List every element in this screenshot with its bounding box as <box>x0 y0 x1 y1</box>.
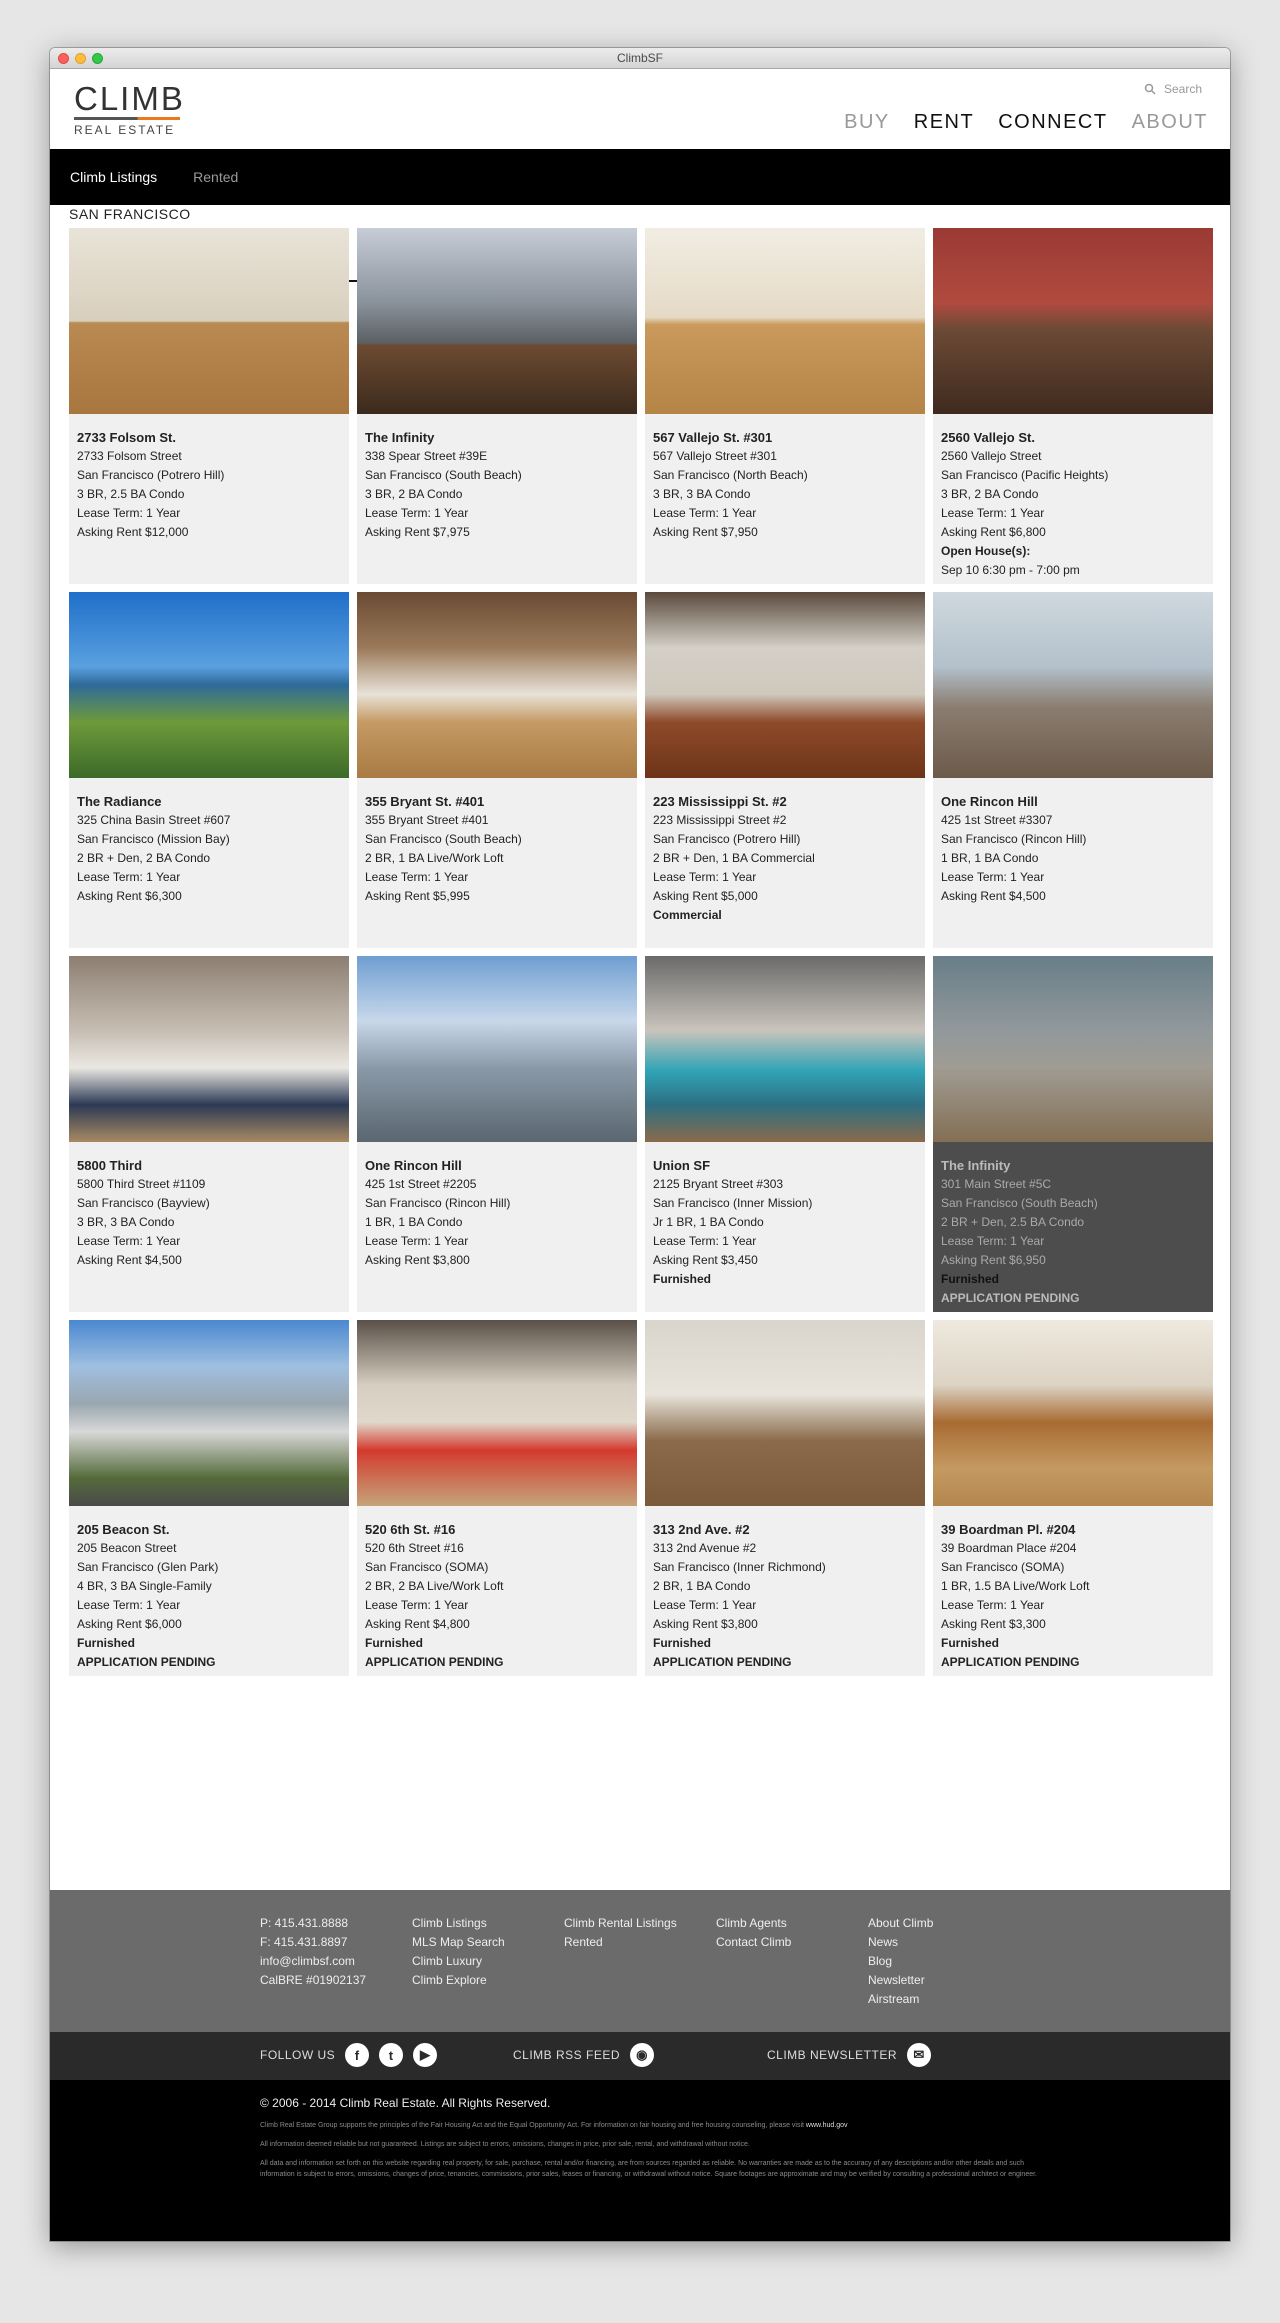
listing-lease: Lease Term: 1 Year <box>941 506 1045 520</box>
listing-card[interactable] <box>69 1320 349 1676</box>
tab-climb-listings[interactable]: Climb Listings <box>70 169 158 185</box>
listing-status: APPLICATION PENDING <box>941 1655 1080 1669</box>
newsletter-label[interactable]: CLIMB NEWSLETTER <box>767 2048 898 2062</box>
listing-name[interactable]: 355 Bryant St. #401 <box>365 794 485 809</box>
listing-photo[interactable] <box>357 228 637 414</box>
footer-col-about <box>868 1914 933 2009</box>
footer-links <box>50 1890 1230 2032</box>
listing-type: 4 BR, 3 BA Single-Family <box>77 1579 212 1593</box>
listing-rent: Asking Rent $12,000 <box>77 525 189 539</box>
listing-area: San Francisco (Inner Richmond) <box>653 1560 826 1574</box>
listing-area: San Francisco (North Beach) <box>653 468 808 482</box>
listing-name[interactable]: One Rincon Hill <box>941 794 1038 809</box>
listing-area: San Francisco (Potrero Hill) <box>653 832 801 846</box>
listing-street: 2560 Vallejo Street <box>941 449 1042 463</box>
rss-group <box>513 2043 654 2067</box>
listing-lease: Lease Term: 1 Year <box>365 506 469 520</box>
listing-lease: Lease Term: 1 Year <box>941 1234 1045 1248</box>
listing-street: 223 Mississippi Street #2 <box>653 813 787 827</box>
listing-rent: Asking Rent $3,800 <box>653 1617 758 1631</box>
listing-photo[interactable] <box>69 956 349 1142</box>
footer-phone: P: 415.431.8888 <box>260 1916 349 1930</box>
listing-status: Sep 10 6:30 pm - 7:00 pm <box>941 563 1080 577</box>
footer-link[interactable]: About Climb <box>868 1916 934 1930</box>
facebook-icon[interactable]: f <box>345 2043 369 2067</box>
listing-type: 3 BR, 3 BA Condo <box>653 487 751 501</box>
listing-street: 2733 Folsom Street <box>77 449 182 463</box>
listing-type: 1 BR, 1 BA Condo <box>365 1215 463 1229</box>
site-header <box>50 69 1230 149</box>
listing-rent: Asking Rent $5,995 <box>365 889 470 903</box>
listing-area: San Francisco (South Beach) <box>365 832 522 846</box>
sub-nav <box>50 149 1230 205</box>
listing-card[interactable] <box>645 1320 925 1676</box>
listing-photo[interactable] <box>69 228 349 414</box>
listing-photo[interactable] <box>933 956 1213 1142</box>
listing-lease: Lease Term: 1 Year <box>365 1598 469 1612</box>
listing-name[interactable]: The Infinity <box>365 430 435 445</box>
listing-name[interactable]: The Radiance <box>77 794 162 809</box>
listing-street: 425 1st Street #2205 <box>365 1177 477 1191</box>
listing-photo[interactable] <box>357 956 637 1142</box>
close-window-button[interactable] <box>58 53 69 64</box>
listing-card[interactable] <box>933 592 1213 948</box>
listing-tag: Furnished <box>365 1636 424 1650</box>
listing-street: 325 China Basin Street #607 <box>77 813 231 827</box>
listing-rent: Asking Rent $6,000 <box>77 1617 182 1631</box>
listing-street: 5800 Third Street #1109 <box>77 1177 206 1191</box>
footer-link[interactable]: Airstream <box>868 1992 920 2006</box>
follow-label: FOLLOW US <box>260 2048 336 2062</box>
listing-name[interactable]: 223 Mississippi St. #2 <box>653 794 787 809</box>
footer-license: CalBRE #01902137 <box>260 1973 367 1987</box>
listing-lease: Lease Term: 1 Year <box>77 870 181 884</box>
listing-rent: Asking Rent $4,500 <box>941 889 1046 903</box>
newsletter-group <box>767 2043 931 2067</box>
listing-name[interactable]: One Rincon Hill <box>365 1158 462 1173</box>
legal-section <box>50 2080 1230 2241</box>
follow-group <box>260 2043 437 2067</box>
listing-area: San Francisco (Inner Mission) <box>653 1196 813 1210</box>
footer-link[interactable]: News <box>868 1935 899 1949</box>
listing-card[interactable] <box>69 592 349 948</box>
listing-photo[interactable] <box>933 1320 1213 1506</box>
listing-photo[interactable] <box>69 1320 349 1506</box>
search-placeholder[interactable]: Search <box>1163 82 1202 96</box>
listing-area: San Francisco (Rincon Hill) <box>365 1196 511 1210</box>
section-title: SAN FRANCISCO <box>69 206 191 222</box>
footer-col-rentals <box>564 1914 677 1952</box>
listing-type: 2 BR, 1 BA Condo <box>653 1579 751 1593</box>
listing-card[interactable] <box>933 228 1213 584</box>
rss-label[interactable]: CLIMB RSS FEED <box>513 2048 621 2062</box>
listing-street: 355 Bryant Street #401 <box>365 813 489 827</box>
listing-type: 2 BR + Den, 2.5 BA Condo <box>941 1215 1085 1229</box>
listing-photo[interactable] <box>645 1320 925 1506</box>
footer-link[interactable]: Climb Luxury <box>412 1954 483 1968</box>
search-icon <box>1144 83 1156 95</box>
listing-card[interactable] <box>357 228 637 584</box>
nav-rent[interactable]: RENT <box>913 111 975 133</box>
listing-photo[interactable] <box>357 592 637 778</box>
listing-photo[interactable] <box>69 592 349 778</box>
listing-lease: Lease Term: 1 Year <box>653 506 757 520</box>
listing-tag: Furnished <box>653 1636 712 1650</box>
listing-type: 3 BR, 3 BA Condo <box>77 1215 175 1229</box>
listing-tag: Open House(s): <box>941 544 1031 558</box>
footer-link[interactable]: Blog <box>868 1954 893 1968</box>
listing-rent: Asking Rent $4,500 <box>77 1253 182 1267</box>
listing-street: 205 Beacon Street <box>77 1541 177 1555</box>
browser-window <box>50 48 1230 2241</box>
listing-lease: Lease Term: 1 Year <box>653 1234 757 1248</box>
nav-about[interactable]: ABOUT <box>1131 111 1208 133</box>
listing-photo[interactable] <box>645 956 925 1142</box>
listing-type: 3 BR, 2 BA Condo <box>941 487 1039 501</box>
listing-rent: Asking Rent $3,800 <box>365 1253 470 1267</box>
listing-area: San Francisco (Glen Park) <box>77 1560 219 1574</box>
listing-tag: Commercial <box>653 908 722 922</box>
listing-street: 301 Main Street #5C <box>941 1177 1052 1191</box>
social-bar <box>50 2032 1230 2080</box>
listing-lease: Lease Term: 1 Year <box>77 1234 181 1248</box>
listing-rent: Asking Rent $3,300 <box>941 1617 1046 1631</box>
listing-type: Jr 1 BR, 1 BA Condo <box>653 1215 764 1229</box>
listing-street: 338 Spear Street #39E <box>365 449 488 463</box>
footer-link[interactable]: Climb Explore <box>412 1973 487 1987</box>
copyright: © 2006 - 2014 Climb Real Estate. All Rights Reserved. <box>260 2096 551 2110</box>
listing-name[interactable]: 2560 Vallejo St. <box>941 430 1035 445</box>
logo-bar <box>74 117 180 120</box>
listing-lease: Lease Term: 1 Year <box>77 506 181 520</box>
listing-name[interactable]: The Infinity <box>941 1158 1011 1173</box>
listing-street: 520 6th Street #16 <box>365 1541 464 1555</box>
tab-rented[interactable]: Rented <box>193 169 239 185</box>
listing-name[interactable]: 205 Beacon St. <box>77 1522 170 1537</box>
listing-lease: Lease Term: 1 Year <box>941 870 1045 884</box>
listing-card[interactable] <box>357 1320 637 1676</box>
listing-photo[interactable] <box>933 228 1213 414</box>
listing-lease: Lease Term: 1 Year <box>653 870 757 884</box>
listing-card[interactable] <box>645 592 925 948</box>
listing-status: APPLICATION PENDING <box>77 1655 216 1669</box>
minimize-window-button[interactable] <box>75 53 86 64</box>
envelope-icon[interactable]: ✉ <box>907 2043 931 2067</box>
window-titlebar <box>50 48 1230 69</box>
listing-status: APPLICATION PENDING <box>653 1655 792 1669</box>
listing-area: San Francisco (Pacific Heights) <box>941 468 1109 482</box>
footer-link[interactable]: Climb Agents <box>716 1916 787 1930</box>
listing-street: 313 2nd Avenue #2 <box>653 1541 757 1555</box>
listing-type: 2 BR, 1 BA Live/Work Loft <box>365 851 504 865</box>
listing-rent: Asking Rent $7,950 <box>653 525 758 539</box>
listing-lease: Lease Term: 1 Year <box>365 870 469 884</box>
youtube-icon[interactable]: ▶ <box>413 2043 437 2067</box>
listing-status: APPLICATION PENDING <box>365 1655 504 1669</box>
footer-link[interactable]: Climb Rental Listings <box>564 1916 677 1930</box>
listing-rent: Asking Rent $7,975 <box>365 525 470 539</box>
legal-disclaimer: All information deemed reliable but not guaranteed. Listings are subject to errors, omissions, changes in price, prior sale, rental, and withdrawal without notice. <box>260 2141 750 2148</box>
listing-photo[interactable] <box>933 592 1213 778</box>
hud-link[interactable]: www.hud.gov <box>805 2122 848 2129</box>
listing-name[interactable]: 2733 Folsom St. <box>77 430 176 445</box>
listing-card[interactable] <box>69 228 349 584</box>
listing-type: 2 BR, 2 BA Live/Work Loft <box>365 1579 504 1593</box>
listing-type: 2 BR + Den, 2 BA Condo <box>77 851 211 865</box>
footer-fax: F: 415.431.8897 <box>260 1935 348 1949</box>
footer-link[interactable]: Contact Climb <box>716 1935 792 1949</box>
listing-lease: Lease Term: 1 Year <box>941 1598 1045 1612</box>
listing-name[interactable]: Union SF <box>653 1158 711 1173</box>
listing-area: San Francisco (SOMA) <box>365 1560 489 1574</box>
listing-grid <box>69 228 1211 1676</box>
listing-name[interactable]: 5800 Third <box>77 1158 143 1173</box>
footer-contact <box>260 1914 366 1990</box>
window-title: ClimbSF <box>616 51 663 65</box>
listing-area: San Francisco (South Beach) <box>365 468 522 482</box>
listing-area: San Francisco (Potrero Hill) <box>77 468 225 482</box>
main-nav <box>844 111 1208 134</box>
listing-area: San Francisco (Bayview) <box>77 1196 210 1210</box>
listing-tag: Furnished <box>653 1272 712 1286</box>
nav-connect[interactable]: CONNECT <box>998 111 1108 133</box>
listing-photo[interactable] <box>357 1320 637 1506</box>
listing-name[interactable]: 313 2nd Ave. #2 <box>653 1522 750 1537</box>
footer-email[interactable]: info@climbsf.com <box>260 1954 355 1968</box>
listing-type: 1 BR, 1.5 BA Live/Work Loft <box>941 1579 1090 1593</box>
listing-lease: Lease Term: 1 Year <box>77 1598 181 1612</box>
rss-icon[interactable]: ◉ <box>630 2043 654 2067</box>
listing-type: 2 BR + Den, 1 BA Commercial <box>653 851 815 865</box>
listing-name[interactable]: 567 Vallejo St. #301 <box>653 430 773 445</box>
listing-area: San Francisco (SOMA) <box>941 1560 1065 1574</box>
listing-rent: Asking Rent $6,800 <box>941 525 1046 539</box>
footer-link[interactable]: Newsletter <box>868 1973 925 1987</box>
footer-col-agents <box>716 1914 791 1952</box>
listing-card[interactable] <box>933 1320 1213 1676</box>
footer-link[interactable]: Rented <box>564 1935 603 1949</box>
listing-lease: Lease Term: 1 Year <box>365 1234 469 1248</box>
listing-rent: Asking Rent $6,300 <box>77 889 182 903</box>
listing-street: 39 Boardman Place #204 <box>941 1541 1077 1555</box>
listing-street: 2125 Bryant Street #303 <box>653 1177 784 1191</box>
listing-area: San Francisco (Rincon Hill) <box>941 832 1087 846</box>
listing-name[interactable]: 39 Boardman Pl. #204 <box>941 1522 1076 1537</box>
listing-tag: Furnished <box>941 1636 1000 1650</box>
logo-subtitle: REAL ESTATE <box>74 123 176 137</box>
listing-status: APPLICATION PENDING <box>941 1291 1080 1305</box>
listing-rent: Asking Rent $5,000 <box>653 889 758 903</box>
legal-fair-housing: Climb Real Estate Group supports the principles of the Fair Housing Act and the Equal Opportunity Act. For information on fair housing and free housing counseling, please visit www.hud.gov <box>260 2122 848 2129</box>
site-footer <box>50 1890 1230 2241</box>
listing-tag: Furnished <box>77 1636 136 1650</box>
climb-logo[interactable] <box>74 80 185 137</box>
listing-type: 1 BR, 1 BA Condo <box>941 851 1039 865</box>
listing-rent: Asking Rent $3,450 <box>653 1253 758 1267</box>
nav-buy[interactable]: BUY <box>844 111 890 133</box>
listing-card[interactable] <box>69 956 349 1312</box>
listing-name[interactable]: 520 6th St. #16 <box>365 1522 456 1537</box>
listing-photo[interactable] <box>645 228 925 414</box>
search-box[interactable] <box>1144 82 1202 96</box>
listing-card[interactable] <box>933 956 1213 1312</box>
listing-tag: Furnished <box>941 1272 1000 1286</box>
listing-rent: Asking Rent $6,950 <box>941 1253 1046 1267</box>
listing-card[interactable] <box>357 956 637 1312</box>
listing-type: 3 BR, 2.5 BA Condo <box>77 487 185 501</box>
listing-card[interactable] <box>645 956 925 1312</box>
footer-link[interactable]: MLS Map Search <box>412 1935 505 1949</box>
listing-card[interactable] <box>645 228 925 584</box>
zoom-window-button[interactable] <box>92 53 103 64</box>
listing-card[interactable] <box>357 592 637 948</box>
footer-link[interactable]: Climb Listings <box>412 1916 487 1930</box>
listing-street: 425 1st Street #3307 <box>941 813 1053 827</box>
listing-photo[interactable] <box>645 592 925 778</box>
listing-street: 567 Vallejo Street #301 <box>653 449 777 463</box>
listing-lease: Lease Term: 1 Year <box>653 1598 757 1612</box>
logo-wordmark: CLIMB <box>74 80 185 117</box>
listing-area: San Francisco (South Beach) <box>941 1196 1098 1210</box>
listing-area: San Francisco (Mission Bay) <box>77 832 230 846</box>
legal-data-notice: All data and information set forth on this website regarding real property, for sale, purchase, rental and/or financing, are from sources regarded as reliable. No warranties are made as to the accuracy of any descriptions and/or other details and such information is subject to errors, omissions, changes of price, tenancies, commissions, prior sales, leases or financing, or withdrawal without notice. Square footages are approximate and may be verified by consulting a professional architect or engineer. <box>260 2160 1038 2178</box>
footer-col-listings <box>412 1914 505 1990</box>
listing-rent: Asking Rent $4,800 <box>365 1617 470 1631</box>
listing-type: 3 BR, 2 BA Condo <box>365 487 463 501</box>
twitter-icon[interactable]: t <box>379 2043 403 2067</box>
